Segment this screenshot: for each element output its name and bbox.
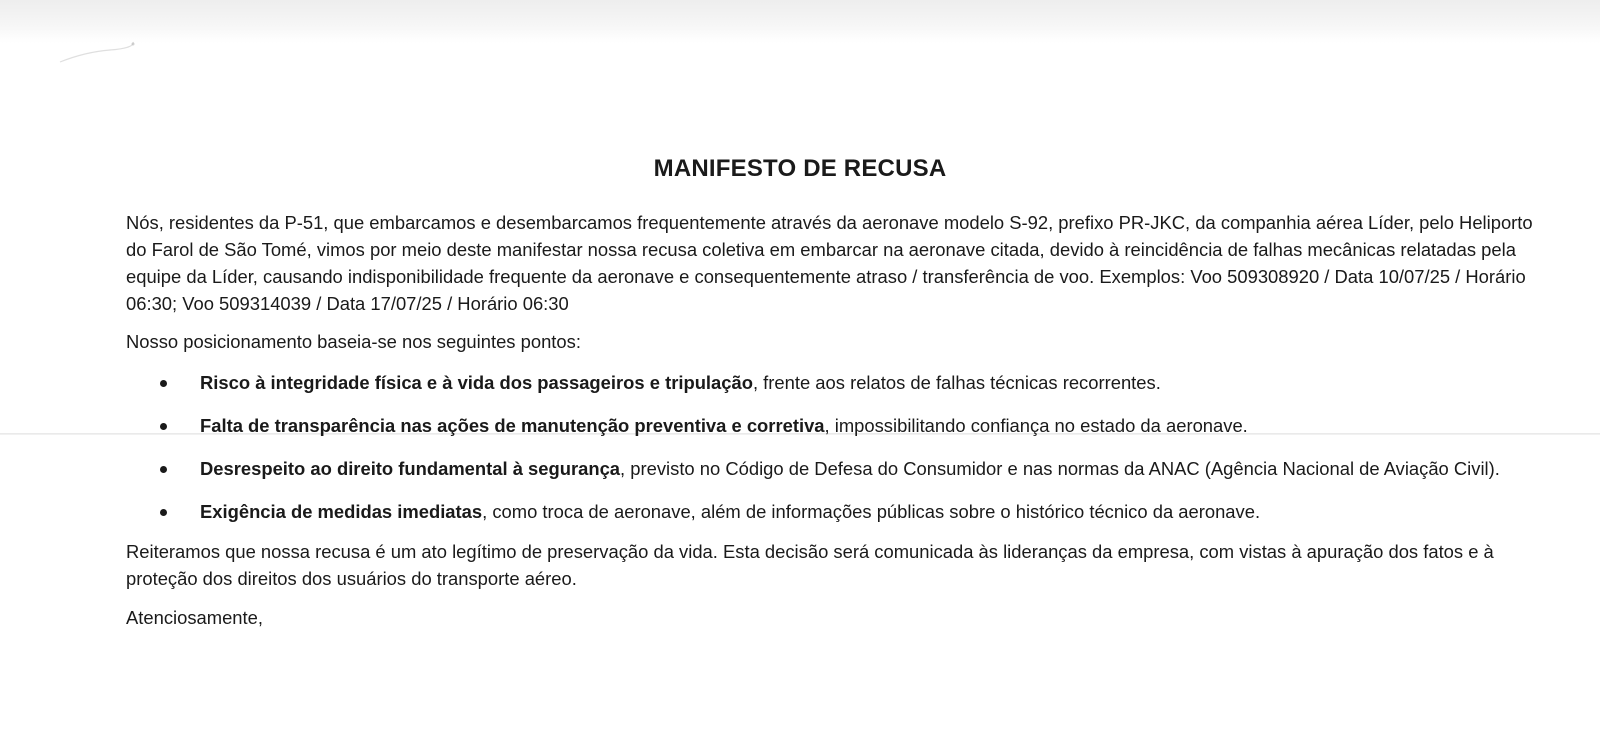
closing-paragraph: Reiteramos que nossa recusa é um ato legítimo de preservação da vida. Esta decisão será comunicada às lideranças da empresa, com vistas à apuração dos fatos e à proteção dos direitos dos usuários do transporte aéreo. [126,541,1494,589]
document-body [126,209,1546,631]
signoff: Atenciosamente, [126,607,263,628]
list-item [126,369,1546,396]
scan-smudge [55,38,145,68]
points-list [126,369,1546,525]
intro-paragraph: Nós, residentes da P-51, que embarcamos e desembarcamos frequentemente através da aeronave modelo S-92, prefixo PR-JKC, da companhia aérea Líder, pelo Heliporto do Farol de São Tomé, vimos por meio deste manifestar nossa recusa coletiva em embarcar na aeronave citada, devido à reincidência de falhas mecânicas relatadas pela equipe da Líder, causando indisponibilidade frequente da aeronave e consequentemente atraso / transferência de voo. Exemplos: Voo 509308920 / Data 10/07/25 / Horário 06:30; Voo 509314039 / Data 17/07/25 / Horário 06:30 [126,212,1533,314]
bullet-icon [160,509,167,516]
document-title: MANIFESTO DE RECUSA [653,155,947,182]
point-bold-text: Falta de transparência nas ações de manutenção preventiva e corretiva [200,415,825,436]
bullet-icon [160,466,167,473]
point-text: , frente aos relatos de falhas técnicas recorrentes. [752,372,1161,393]
point-text: , previsto no Código de Defesa do Consumidor e nas normas da ANAC (Agência Nacional de Aviação Civil). [620,458,1500,479]
lead-paragraph: Nosso posicionamento baseia-se nos seguintes pontos: [126,331,581,352]
bullet-icon [160,380,167,387]
point-bold-text: Exigência de medidas imediatas [200,501,483,522]
point-bold-text: Desrespeito ao direito fundamental à segurança [200,458,621,479]
list-item [126,455,1546,482]
point-text: , impossibilitando confiança no estado da aeronave. [824,415,1248,436]
bullet-icon [160,423,167,430]
point-bold-text: Risco à integridade física e à vida dos passageiros e tripulação [200,372,753,393]
list-item [126,412,1546,439]
point-text: , como troca de aeronave, além de informações públicas sobre o histórico técnico da aeronave. [482,501,1261,522]
scan-shadow [0,0,1600,40]
list-item [126,498,1546,525]
